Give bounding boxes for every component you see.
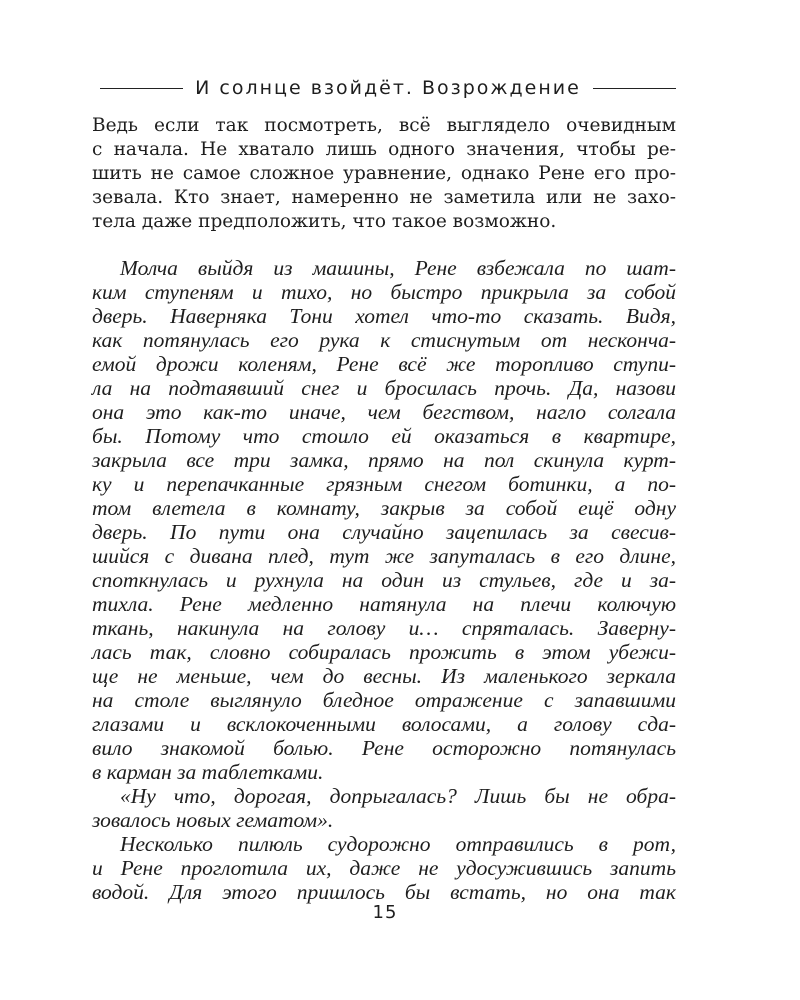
text-line: споткнулась и рухнула на один из стульев, где и за- <box>92 568 676 592</box>
text-line: она это как-то иначе, чем бегством, нагло солгала <box>92 400 676 424</box>
text-line: Молча выйдя из машины, Рене взбежала по шат- <box>120 256 676 280</box>
text-line: тихла. Рене медленно натянула на плечи колючую <box>92 592 676 616</box>
header-rule-left <box>100 88 183 89</box>
text-line: ким ступеням и тихо, но быстро прикрыла за собой <box>92 280 676 304</box>
text-line: закрыла все три замка, прямо на пол скинула курт- <box>92 448 676 472</box>
text-line: емой дрожи коленям, Рене всё же торопливо ступи- <box>92 352 676 376</box>
text-line: Несколько пилюль судорожно отправились в рот, <box>120 832 676 856</box>
text-line: шийся с дивана плед, тут же запуталась в его длине, <box>92 544 676 568</box>
running-header-title: И солнце взойдёт. Возрождение <box>195 77 581 99</box>
text-line: ткань, накинула на голову и… спряталась. Заверну- <box>92 616 676 640</box>
text-line: водой. Для этого пришлось бы встать, но она так <box>92 880 676 904</box>
text-line: том влетела в комнату, закрыв за собой ещё одну <box>92 496 676 520</box>
running-header <box>100 74 676 102</box>
page-number: 15 <box>372 902 398 923</box>
text-line: ще не меньше, чем до весны. Из маленького зеркала <box>92 664 676 688</box>
text-line: лась так, словно собиралась прожить в этом убежи- <box>92 640 676 664</box>
text-line: ку и перепачканные грязным снегом ботинки, а по- <box>92 472 676 496</box>
text-line: бы. Потому что стоило ей оказаться в квартире, <box>92 424 676 448</box>
text-line: ла на подтаявший снег и бросилась прочь. Да, назови <box>92 376 676 400</box>
text-line: дверь. Наверняка Тони хотел что-то сказать. Видя, <box>92 304 676 328</box>
text-line: дверь. По пути она случайно зацепилась за свесив- <box>92 520 676 544</box>
text-line: глазами и всклокоченными волосами, а голову сда- <box>92 712 676 736</box>
text-line: тела даже предположить, что такое возможно. <box>92 211 557 232</box>
text-line: Ведь если так посмотреть, всё выглядело очевидным <box>92 115 676 136</box>
text-line: зевала. Кто знает, намеренно не заметила или не захо- <box>92 187 676 208</box>
text-line: на столе выглянуло бледное отражение с запавшими <box>92 688 676 712</box>
text-line: шить не самое сложное уравнение, однако Рене его про- <box>92 163 676 184</box>
header-rule-right <box>593 88 676 89</box>
text-line: вило знакомой болью. Рене осторожно потянулась <box>92 736 676 760</box>
text-line: в карман за таблетками. <box>92 760 324 784</box>
text-line: с начала. Не хватало лишь одного значения, чтобы ре- <box>92 139 676 160</box>
text-line: как потянулась его рука к стиснутым от несконча- <box>92 328 676 352</box>
text-line: зовалось новых гематом». <box>92 808 334 832</box>
text-line: и Рене проглотила их, даже не удосужившись запить <box>92 856 676 880</box>
text-line: «Ну что, дорогая, допрыгалась? Лишь бы не обра- <box>120 784 676 808</box>
